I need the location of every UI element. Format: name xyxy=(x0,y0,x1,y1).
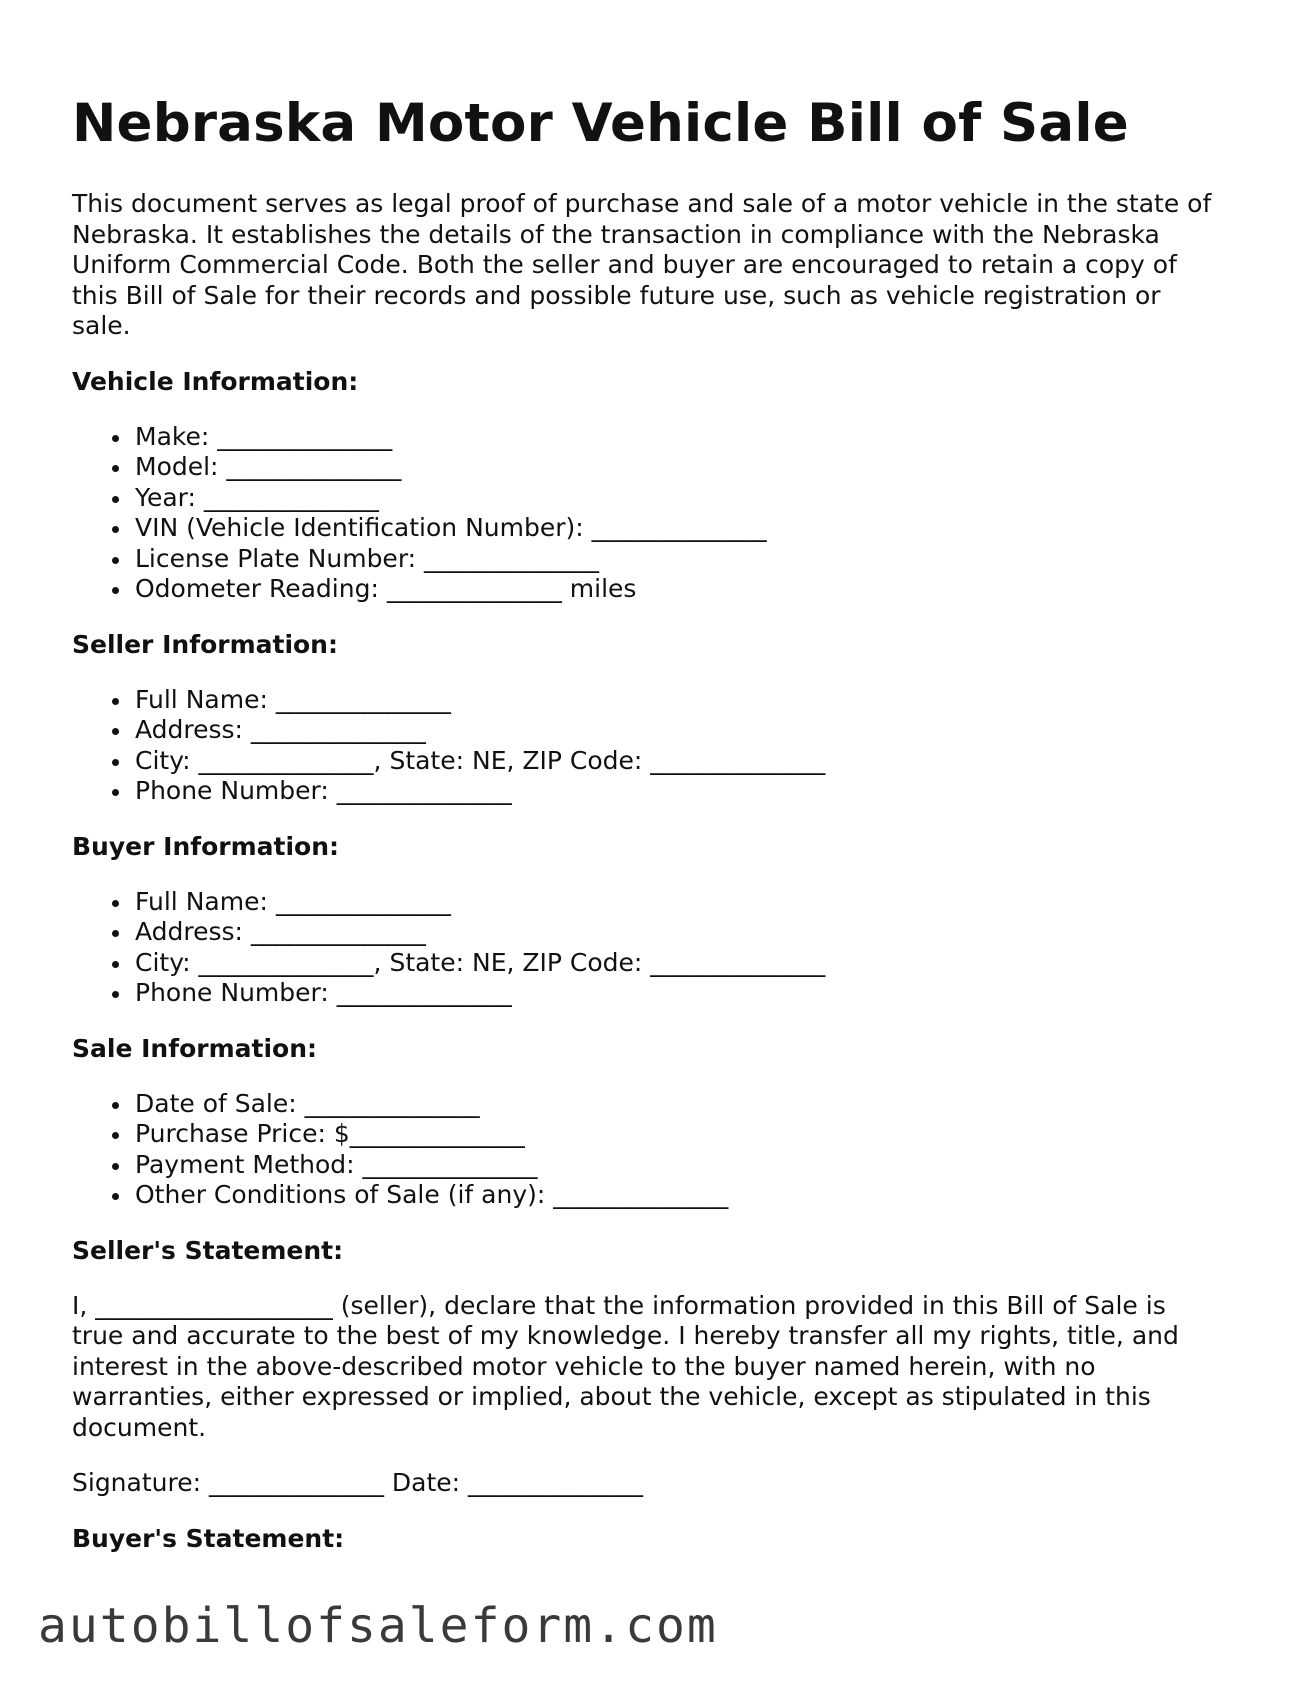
seller-signature-line: Signature: ______________ Date: ______________ xyxy=(72,1468,644,1497)
buyer-address-field: Address: ______________ xyxy=(135,917,1222,948)
buyer-city-state-zip-field: City: ______________, State: NE, ZIP Code: ______________ xyxy=(135,948,1222,979)
buyer-phone-field: Phone Number: ______________ xyxy=(135,978,1222,1009)
seller-statement-heading: Seller's Statement: xyxy=(72,1235,344,1265)
sale-purchase-price-field: Purchase Price: $______________ xyxy=(135,1119,1222,1150)
sale-information-list xyxy=(72,1089,1222,1211)
buyer-statement-heading: Buyer's Statement: xyxy=(72,1523,345,1553)
seller-city-state-zip-field: City: ______________, State: NE, ZIP Code: ______________ xyxy=(135,746,1222,777)
vehicle-license-plate-field: License Plate Number: ______________ xyxy=(135,544,1222,575)
sale-payment-method-field: Payment Method: ______________ xyxy=(135,1150,1222,1181)
vehicle-odometer-field: Odometer Reading: ______________ miles xyxy=(135,574,1222,605)
document-page xyxy=(72,0,1222,1554)
vehicle-information-heading: Vehicle Information: xyxy=(72,366,359,396)
buyer-information-heading: Buyer Information: xyxy=(72,831,340,861)
site-watermark: autobillofsaleform.com xyxy=(38,1598,718,1654)
page-title: Nebraska Motor Vehicle Bill of Sale xyxy=(72,93,1129,154)
buyer-full-name-field: Full Name: ______________ xyxy=(135,887,1222,918)
seller-address-field: Address: ______________ xyxy=(135,715,1222,746)
seller-statement-text: I, ___________________ (seller), declare that the information provided in this Bill of Sale is true and accurate to the best of my knowledge. I hereby transfer all my rights, title, and interest in the above-described motor vehicle to the buyer named herein, with no warranties, either expressed or implied, about the vehicle, except as stipulated in this document. xyxy=(72,1290,1179,1442)
seller-phone-field: Phone Number: ______________ xyxy=(135,776,1222,807)
intro-paragraph: This document serves as legal proof of purchase and sale of a motor vehicle in the state of Nebraska. It establishes the details of the transaction in compliance with the Nebraska Uniform Commercial Code. Both the seller and buyer are encouraged to retain a copy of this Bill of Sale for their records and possible future use, such as vehicle registration or sale. xyxy=(72,189,1212,340)
seller-full-name-field: Full Name: ______________ xyxy=(135,685,1222,716)
sale-date-field: Date of Sale: ______________ xyxy=(135,1089,1222,1120)
seller-information-list xyxy=(72,685,1222,807)
vehicle-year-field: Year: ______________ xyxy=(135,483,1222,514)
vehicle-information-list xyxy=(72,422,1222,605)
sale-other-conditions-field: Other Conditions of Sale (if any): ______________ xyxy=(135,1180,1222,1211)
buyer-information-list xyxy=(72,887,1222,1009)
vehicle-vin-field: VIN (Vehicle Identification Number): ______________ xyxy=(135,513,1222,544)
vehicle-model-field: Model: ______________ xyxy=(135,452,1222,483)
sale-information-heading: Sale Information: xyxy=(72,1033,317,1063)
seller-information-heading: Seller Information: xyxy=(72,629,338,659)
vehicle-make-field: Make: ______________ xyxy=(135,422,1222,453)
